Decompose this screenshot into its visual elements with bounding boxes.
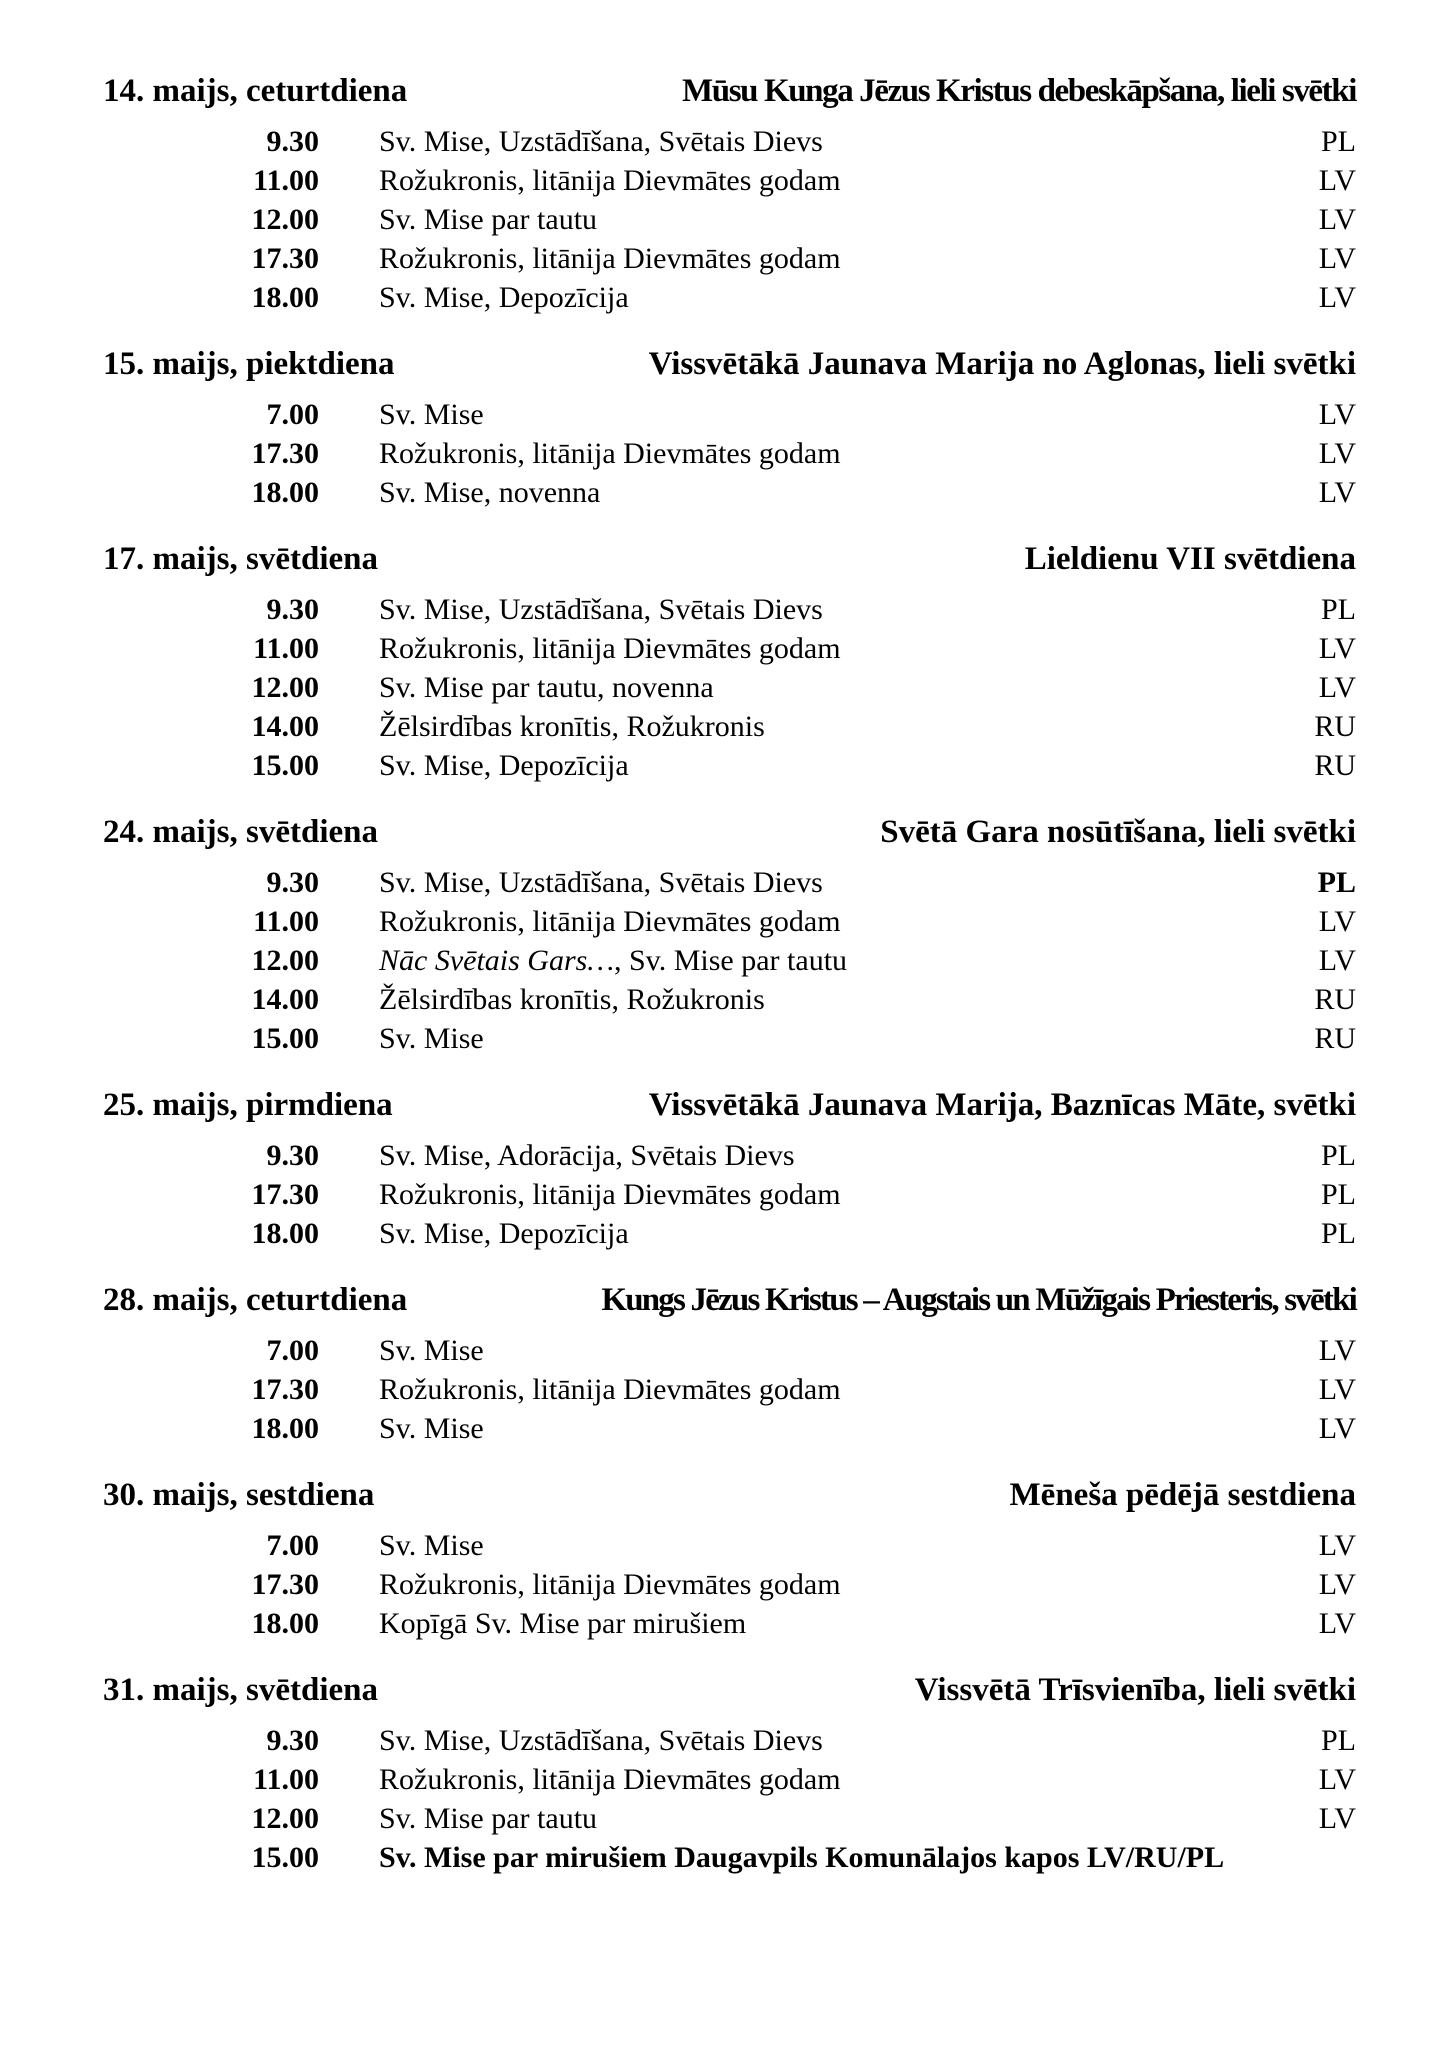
service-description: Sv. Mise par tautu, novenna bbox=[379, 671, 714, 704]
day-header bbox=[103, 536, 1356, 582]
service-language: RU bbox=[1314, 710, 1356, 743]
feast-title: Vissvētā Trīsvienība, lieli svētki bbox=[914, 1672, 1356, 1708]
day-header bbox=[103, 341, 1356, 387]
service-time: 18.00 bbox=[251, 1217, 319, 1250]
schedule-row bbox=[103, 200, 1356, 239]
schedule-row bbox=[103, 1214, 1356, 1253]
schedule-row bbox=[103, 434, 1356, 473]
day-block bbox=[103, 1667, 1356, 1877]
service-time: 7.00 bbox=[266, 1334, 319, 1367]
service-language: LV bbox=[1318, 1334, 1356, 1367]
service-time: 12.00 bbox=[251, 671, 319, 704]
schedule-row bbox=[103, 902, 1356, 941]
day-block bbox=[103, 341, 1356, 512]
schedule-row bbox=[103, 1370, 1356, 1409]
day-block bbox=[103, 68, 1356, 317]
service-language: LV bbox=[1318, 944, 1356, 977]
hymn-title: Nāc Svētais Gars… bbox=[379, 944, 614, 977]
schedule-row bbox=[103, 590, 1356, 629]
service-description: Sv. Mise, Depozīcija bbox=[379, 749, 629, 782]
service-time: 12.00 bbox=[251, 944, 319, 977]
day-date: 28. maijs, ceturtdiena bbox=[103, 1282, 408, 1318]
service-language: LV bbox=[1318, 164, 1356, 197]
service-description: Sv. Mise bbox=[379, 398, 484, 431]
day-header bbox=[103, 1277, 1356, 1323]
service-language: RU bbox=[1314, 1022, 1356, 1055]
service-time: 15.00 bbox=[251, 749, 319, 782]
service-time: 17.30 bbox=[251, 437, 319, 470]
day-header bbox=[103, 1472, 1356, 1518]
service-description: Sv. Mise par mirušiem Daugavpils Komunālajos kapos LV/RU/PL bbox=[379, 1841, 1225, 1874]
service-language: LV bbox=[1318, 905, 1356, 938]
day-date: 24. maijs, svētdiena bbox=[103, 814, 378, 850]
schedule-row bbox=[103, 1604, 1356, 1643]
schedule-row bbox=[103, 239, 1356, 278]
service-description: Sv. Mise, Uzstādīšana, Svētais Dievs bbox=[379, 593, 823, 626]
service-description: Sv. Mise, Adorācija, Svētais Dievs bbox=[379, 1139, 795, 1172]
service-time: 17.30 bbox=[251, 1373, 319, 1406]
service-description: Sv. Mise, Depozīcija bbox=[379, 281, 629, 314]
service-time: 12.00 bbox=[251, 203, 319, 236]
service-description: Rožukronis, litānija Dievmātes godam bbox=[379, 242, 841, 275]
service-description: Rožukronis, litānija Dievmātes godam bbox=[379, 164, 841, 197]
service-description: Sv. Mise, Depozīcija bbox=[379, 1217, 629, 1250]
service-time: 11.00 bbox=[253, 632, 319, 665]
service-language: LV bbox=[1318, 242, 1356, 275]
day-date: 15. maijs, piektdiena bbox=[103, 346, 395, 382]
day-block bbox=[103, 1472, 1356, 1643]
schedule-row bbox=[103, 1799, 1356, 1838]
day-header bbox=[103, 809, 1356, 855]
feast-title: Kungs Jēzus Kristus – Augstais un Mūžīgais Priesteris, svētki bbox=[601, 1282, 1356, 1318]
service-description: Sv. Mise, Uzstādīšana, Svētais Dievs bbox=[379, 866, 823, 899]
service-time: 14.00 bbox=[251, 983, 319, 1016]
service-language: LV bbox=[1318, 1763, 1356, 1796]
service-description: Žēlsirdības kronītis, Rožukronis bbox=[379, 710, 765, 743]
service-time: 18.00 bbox=[251, 476, 319, 509]
service-language: RU bbox=[1314, 749, 1356, 782]
service-language: LV bbox=[1318, 1607, 1356, 1640]
service-language: LV bbox=[1318, 203, 1356, 236]
schedule-row bbox=[103, 863, 1356, 902]
service-description: Sv. Mise bbox=[379, 1334, 484, 1367]
service-time: 9.30 bbox=[266, 1139, 319, 1172]
service-language: RU bbox=[1314, 983, 1356, 1016]
schedule-row bbox=[103, 1409, 1356, 1448]
service-time: 12.00 bbox=[251, 1802, 319, 1835]
service-description: Sv. Mise, Uzstādīšana, Svētais Dievs bbox=[379, 125, 823, 158]
service-language: PL bbox=[1320, 1217, 1356, 1250]
day-date: 14. maijs, ceturtdiena bbox=[103, 73, 408, 109]
service-description: Rožukronis, litānija Dievmātes godam bbox=[379, 437, 841, 470]
service-time: 17.30 bbox=[251, 1568, 319, 1601]
service-language: PL bbox=[1320, 125, 1356, 158]
day-header bbox=[103, 1667, 1356, 1713]
service-language: LV bbox=[1318, 1529, 1356, 1562]
day-date: 17. maijs, svētdiena bbox=[103, 541, 378, 577]
service-description: Sv. Mise par tautu bbox=[379, 1802, 598, 1835]
service-description: Rožukronis, litānija Dievmātes godam bbox=[379, 905, 841, 938]
service-description: Rožukronis, litānija Dievmātes godam bbox=[379, 1763, 841, 1796]
service-description: Rožukronis, litānija Dievmātes godam bbox=[379, 1178, 841, 1211]
service-description: Sv. Mise bbox=[379, 1529, 484, 1562]
service-time: 11.00 bbox=[253, 164, 319, 197]
service-description: Kopīgā Sv. Mise par mirušiem bbox=[379, 1607, 747, 1640]
feast-title: Mūsu Kunga Jēzus Kristus debeskāpšana, lieli svētki bbox=[682, 73, 1356, 109]
service-language: LV bbox=[1318, 476, 1356, 509]
feast-title: Lieldienu VII svētdiena bbox=[1024, 541, 1356, 577]
service-description bbox=[379, 941, 1319, 980]
service-description: Rožukronis, litānija Dievmātes godam bbox=[379, 632, 841, 665]
service-language: PL bbox=[1317, 866, 1356, 899]
schedule-row bbox=[103, 668, 1356, 707]
service-time: 17.30 bbox=[251, 242, 319, 275]
feast-title: Vissvētākā Jaunava Marija no Aglonas, lieli svētki bbox=[648, 346, 1356, 382]
schedule-row bbox=[103, 1760, 1356, 1799]
service-language: PL bbox=[1320, 1178, 1356, 1211]
service-language: LV bbox=[1318, 671, 1356, 704]
service-time: 7.00 bbox=[266, 1529, 319, 1562]
service-time: 11.00 bbox=[253, 905, 319, 938]
schedule-row bbox=[103, 1565, 1356, 1604]
service-time: 9.30 bbox=[266, 866, 319, 899]
schedule-row bbox=[103, 746, 1356, 785]
day-date: 30. maijs, sestdiena bbox=[103, 1477, 375, 1513]
day-header bbox=[103, 68, 1356, 114]
schedule-row bbox=[103, 980, 1356, 1019]
service-time: 18.00 bbox=[251, 281, 319, 314]
service-time: 7.00 bbox=[266, 398, 319, 431]
service-language: LV bbox=[1318, 1802, 1356, 1835]
service-time: 9.30 bbox=[266, 1724, 319, 1757]
day-date: 31. maijs, svētdiena bbox=[103, 1672, 378, 1708]
day-date: 25. maijs, pirmdiena bbox=[103, 1087, 393, 1123]
service-time: 9.30 bbox=[266, 593, 319, 626]
day-block bbox=[103, 1277, 1356, 1448]
service-time: 9.30 bbox=[266, 125, 319, 158]
service-language: PL bbox=[1320, 1724, 1356, 1757]
service-description: Sv. Mise bbox=[379, 1022, 484, 1055]
day-block bbox=[103, 536, 1356, 785]
service-description: Sv. Mise bbox=[379, 1412, 484, 1445]
schedule-row bbox=[103, 473, 1356, 512]
service-time: 18.00 bbox=[251, 1412, 319, 1445]
schedule-row bbox=[103, 941, 1356, 980]
service-language: PL bbox=[1320, 593, 1356, 626]
service-language: LV bbox=[1318, 1373, 1356, 1406]
schedule-row bbox=[103, 161, 1356, 200]
service-description: Sv. Mise par tautu bbox=[379, 203, 598, 236]
service-description: Sv. Mise, Uzstādīšana, Svētais Dievs bbox=[379, 1724, 823, 1757]
schedule-row bbox=[103, 1136, 1356, 1175]
service-description: Sv. Mise, novenna bbox=[379, 476, 601, 509]
service-time: 18.00 bbox=[251, 1607, 319, 1640]
service-language: LV bbox=[1318, 437, 1356, 470]
service-time: 17.30 bbox=[251, 1178, 319, 1211]
schedule-row bbox=[103, 707, 1356, 746]
feast-title: Vissvētākā Jaunava Marija, Baznīcas Māte, svētki bbox=[648, 1087, 1356, 1123]
schedule-row bbox=[103, 1721, 1356, 1760]
service-description-rest: , Sv. Mise par tautu bbox=[614, 944, 848, 977]
day-header bbox=[103, 1082, 1356, 1128]
service-language: LV bbox=[1318, 281, 1356, 314]
service-time: 14.00 bbox=[251, 710, 319, 743]
feast-title: Mēneša pēdējā sestdiena bbox=[1009, 1477, 1356, 1513]
service-description: Rožukronis, litānija Dievmātes godam bbox=[379, 1373, 841, 1406]
service-language: LV bbox=[1318, 1412, 1356, 1445]
schedule-row bbox=[103, 1175, 1356, 1214]
day-block bbox=[103, 1082, 1356, 1253]
schedule-row bbox=[103, 1526, 1356, 1565]
schedule-row bbox=[103, 395, 1356, 434]
service-description: Rožukronis, litānija Dievmātes godam bbox=[379, 1568, 841, 1601]
feast-title: Svētā Gara nosūtīšana, lieli svētki bbox=[880, 814, 1356, 850]
schedule-row bbox=[103, 629, 1356, 668]
schedule-page bbox=[103, 68, 1356, 1901]
schedule-row bbox=[103, 122, 1356, 161]
service-language: PL bbox=[1320, 1139, 1356, 1172]
service-language: LV bbox=[1318, 632, 1356, 665]
service-description: Žēlsirdības kronītis, Rožukronis bbox=[379, 983, 765, 1016]
service-time: 15.00 bbox=[251, 1022, 319, 1055]
service-language: LV bbox=[1318, 398, 1356, 431]
service-language: LV bbox=[1318, 1568, 1356, 1601]
schedule-row bbox=[103, 1019, 1356, 1058]
day-block bbox=[103, 809, 1356, 1058]
service-time: 15.00 bbox=[251, 1841, 319, 1874]
schedule-row bbox=[103, 278, 1356, 317]
service-time: 11.00 bbox=[253, 1763, 319, 1796]
schedule-row bbox=[103, 1838, 1356, 1877]
schedule-row bbox=[103, 1331, 1356, 1370]
